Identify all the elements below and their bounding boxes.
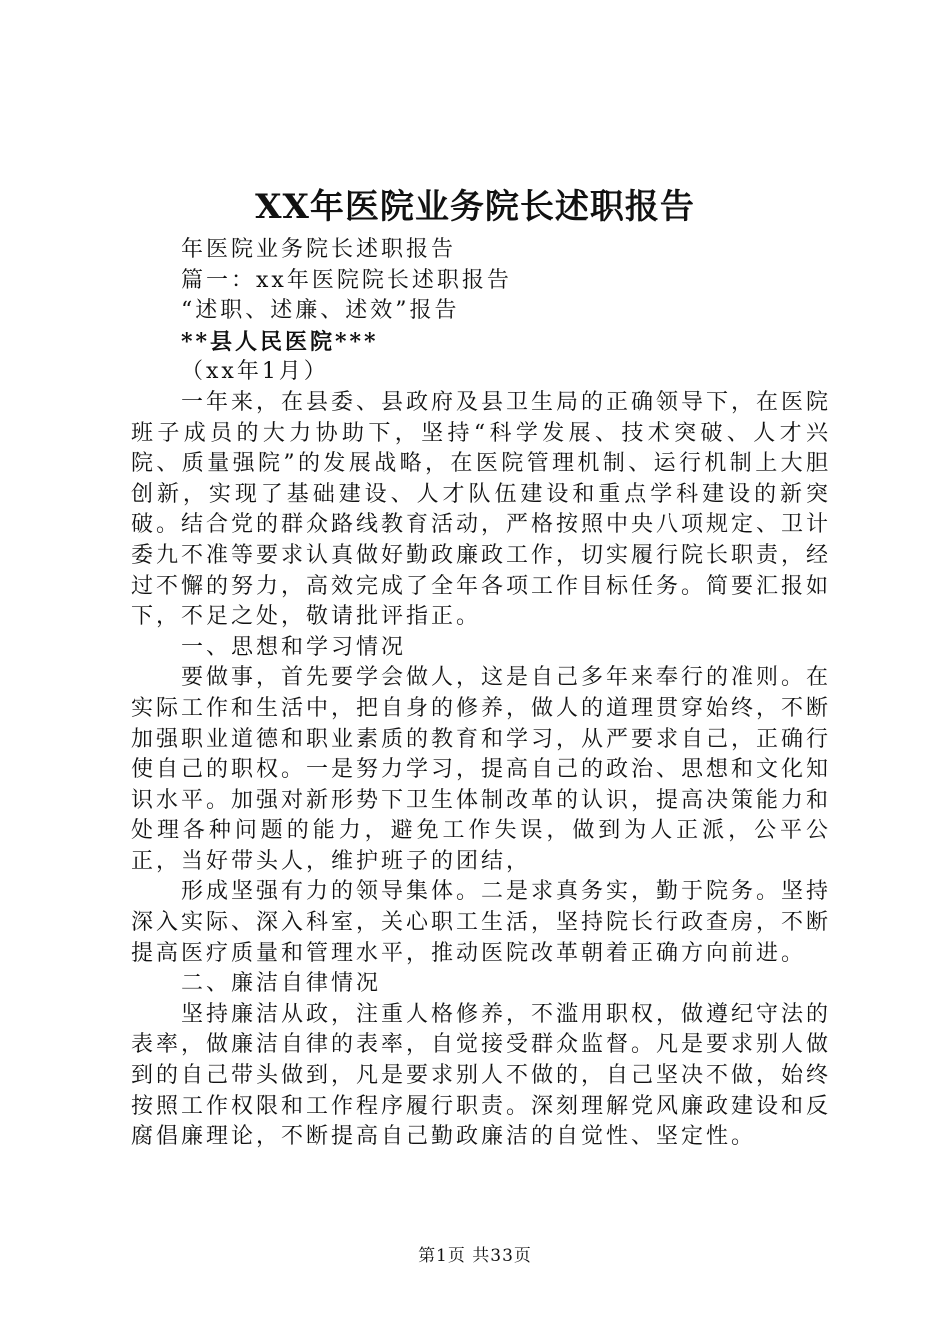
- section-heading-integrity: 二、廉洁自律情况: [181, 971, 382, 997]
- leadership-paragraph: 形成坚强有力的领导集体。二是求真务实，勤于院务。坚持深入实际、深入科室，关心职工生活，坚持院长行政查房，不断提高医疗质量和管理水平，推动医院改革朝着正确方向前进。: [131, 879, 832, 966]
- page-number-footer: 第1页 共33页: [418, 1246, 532, 1266]
- report-type-line: “述职、述廉、述效”报告: [181, 298, 460, 324]
- thought-study-paragraph: 要做事，首先要学会做人，这是自己多年来奉行的准则。在实际工作和生活中，把自身的修养，做人的道理贯穿始终，不断加强职业道德和职业素质的教育和学习，从严要求自己，正确行使自己的职权。一是努力学习，提高自己的政治、思想和文化知识水平。加强对新形势下卫生体制改革的认识，提高决策能力和处理各种问题的能力，避免工作失误，做到为人正派，公平公正，当好带头人，维护班子的团结，: [131, 665, 832, 874]
- subtitle-line: 年医院业务院长述职报告: [181, 237, 457, 262]
- intro-paragraph: 一年来，在县委、县政府及县卫生局的正确领导下，在医院班子成员的大力协助下，坚持“科学发展、技术突破、人才兴院、质量强院”的发展战略，在医院管理机制、运行机制上大胆创新，实现了基础建设、人才队伍建设和重点学科建设的新突破。结合党的群众路线教育活动，严格按照中央八项规定、卫计委九不准等要求认真做好勤政廉政工作，切实履行院长职责，经过不懈的努力，高效完成了全年各项工作目标任务。简要汇报如下，不足之处，敬请批评指正。: [131, 389, 832, 630]
- section-heading-thought-study: 一、思想和学习情况: [181, 634, 407, 660]
- document-body: [131, 235, 831, 1153]
- integrity-paragraph: 坚持廉洁从政，注重人格修养，不滥用职权，做遵纪守法的表率，做廉洁自律的表率，自觉接受群众监督。凡是要求别人做到的自己带头做到，凡是要求别人不做的，自己坚决不做，始终按照工作权限和工作程序履行职责。深刻理解党风廉政建设和反腐倡廉理论，不断提高自己勤政廉洁的自觉性、坚定性。: [131, 1001, 832, 1150]
- document-title: XX年医院业务院长述职报告: [255, 187, 695, 227]
- date-line: （xx年1月）: [181, 359, 329, 385]
- author-line: **县人民医院***: [181, 328, 379, 355]
- part-heading: 篇一：xx年医院院长述职报告: [181, 267, 512, 293]
